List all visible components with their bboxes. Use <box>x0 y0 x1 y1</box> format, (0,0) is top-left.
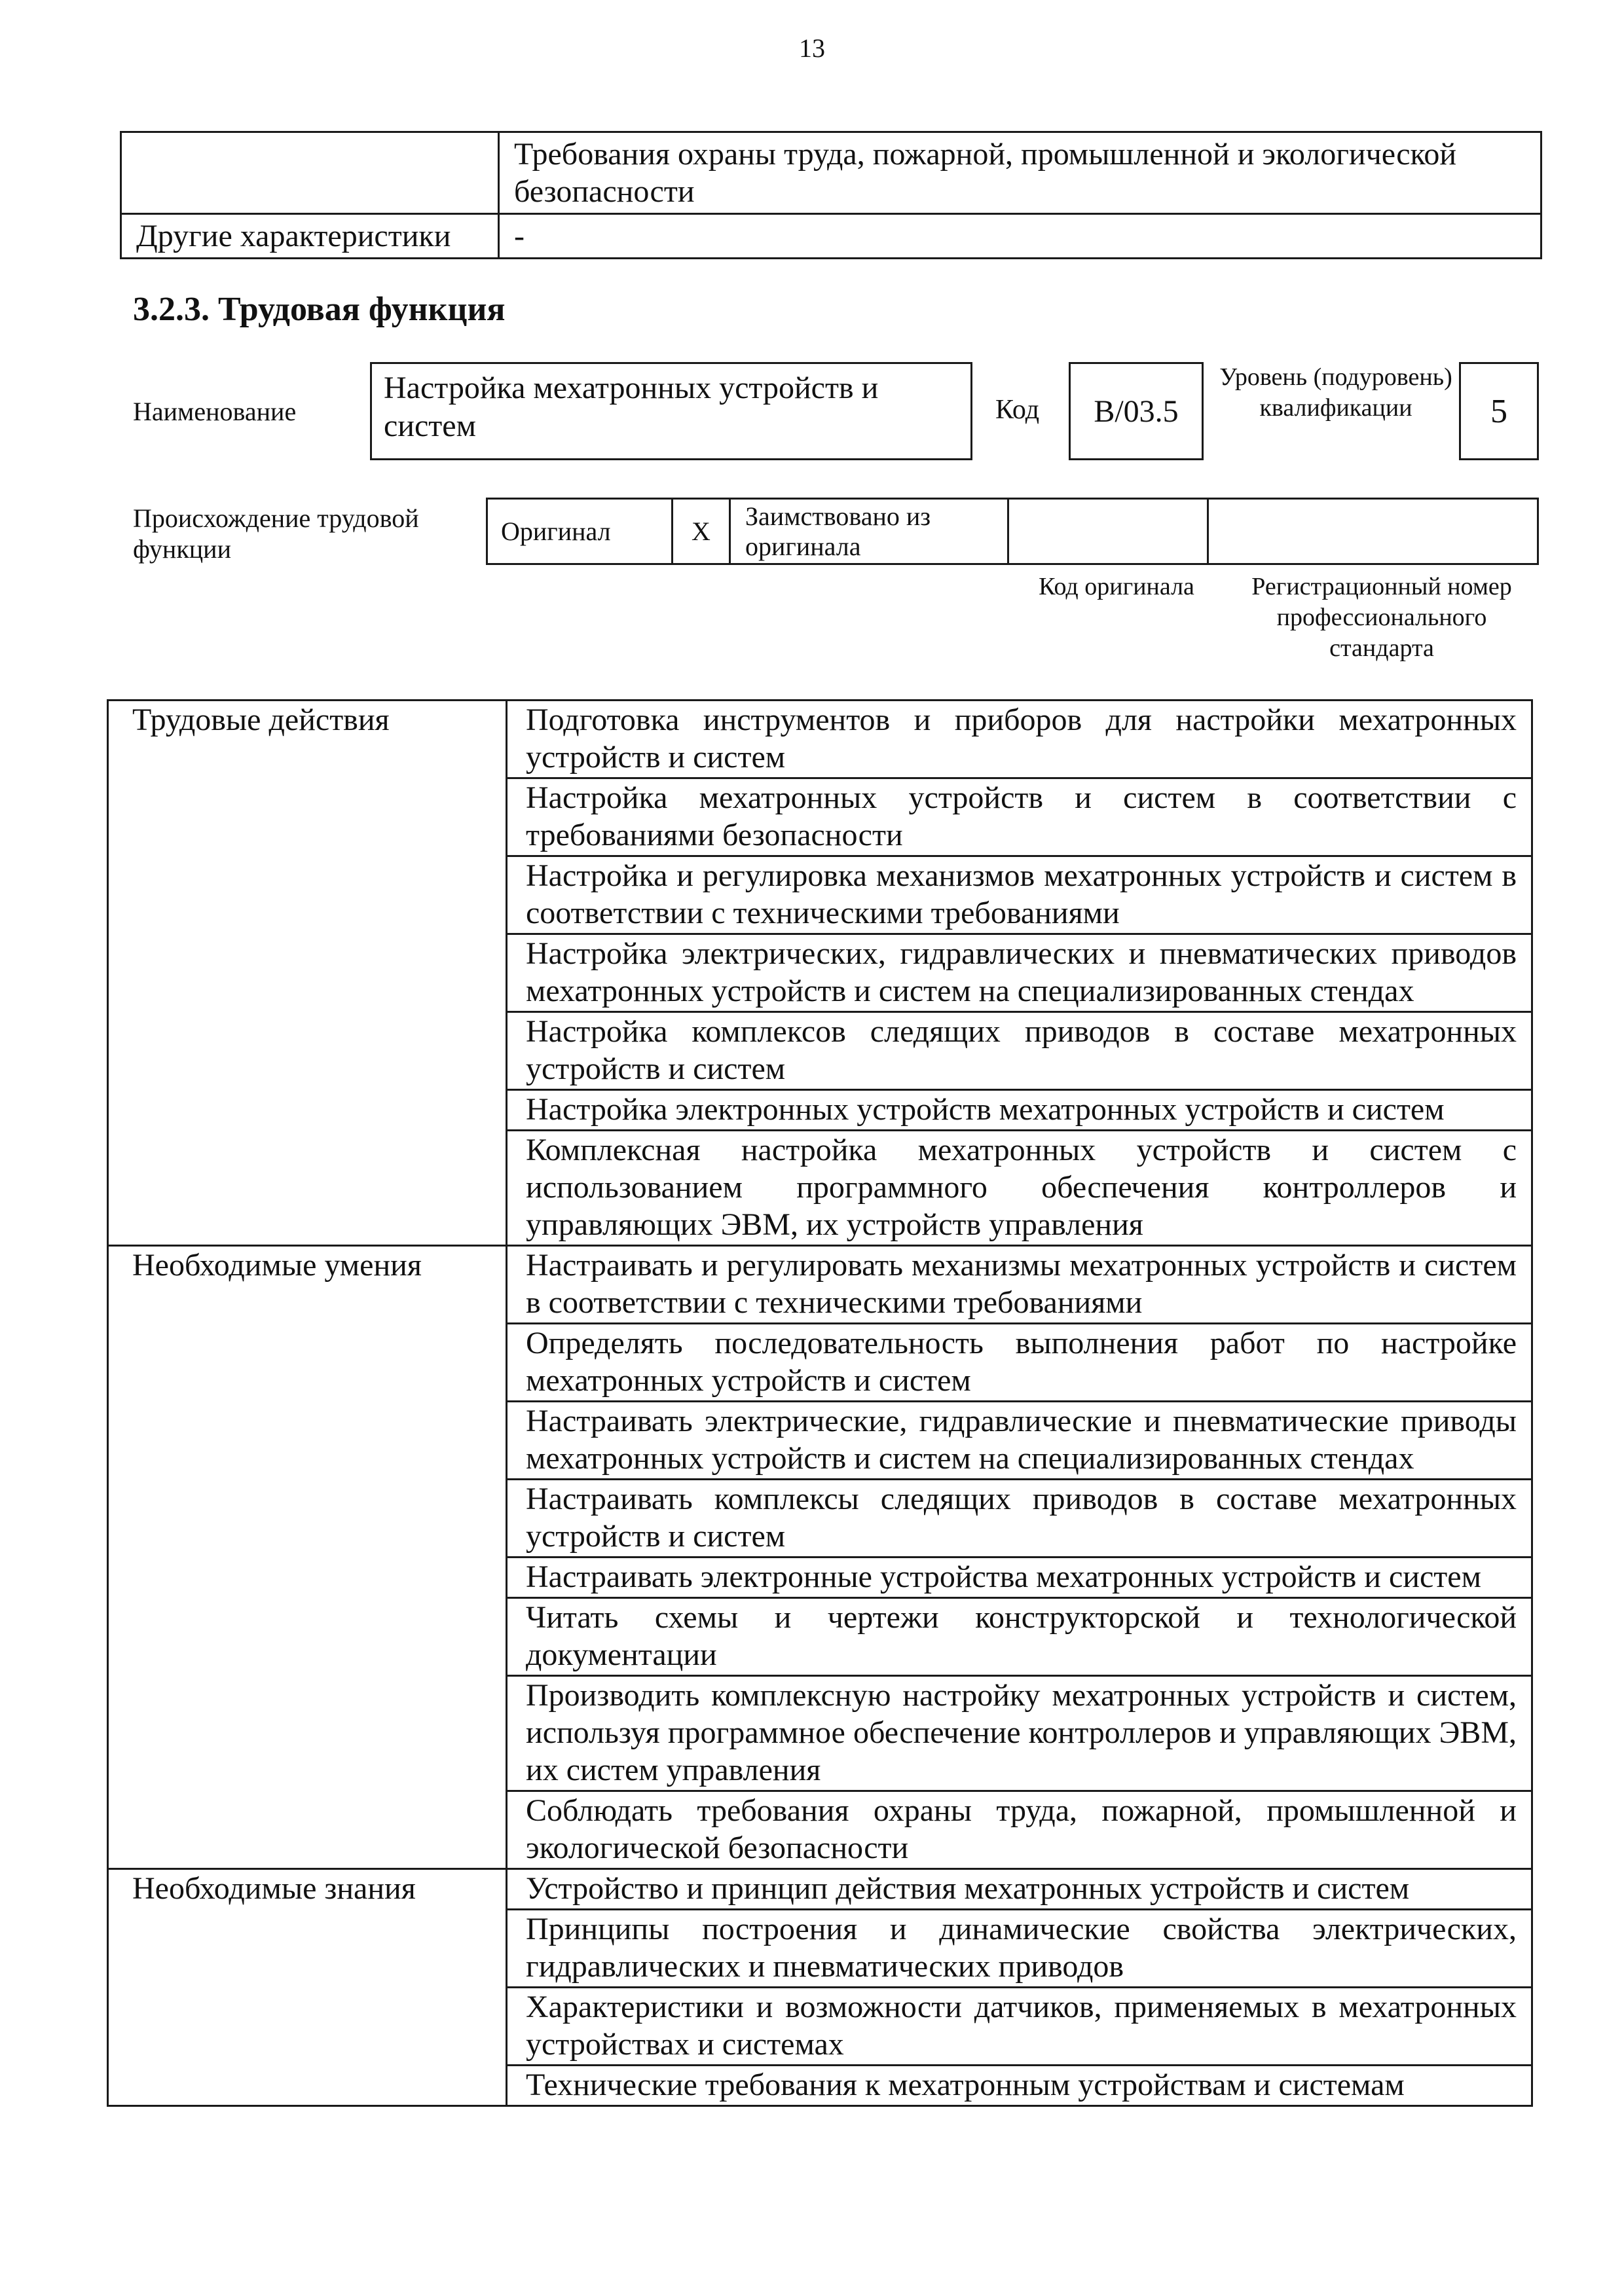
table-row <box>108 1246 1532 1324</box>
other-characteristics-value: - <box>499 214 1541 259</box>
labor-actions-item: Настройка комплексов следящих приводов в составе мехатронных устройств и систем <box>507 1012 1532 1090</box>
labor-actions-item: Комплексная настройка мехатронных устройств и систем с использованием программного обеспечения контроллеров и управляющих ЭВМ, их устройств управления <box>507 1131 1532 1246</box>
required-skills-item: Читать схемы и чертежи конструкторской и технологической документации <box>507 1598 1532 1676</box>
origin-table <box>486 498 1539 565</box>
required-knowledge-item: Технические требования к мехатронным устройствам и системам <box>507 2066 1532 2106</box>
reg-number-caption: Регистрационный номер профессионального стандарта <box>1251 573 1512 662</box>
code-box: B/03.5 <box>1069 362 1204 460</box>
level-label: Уровень (подуровень) квалификации <box>1219 363 1452 422</box>
name-label: Наименование <box>133 397 297 426</box>
other-characteristics-label: Другие характеристики <box>121 214 499 259</box>
required-knowledge-item: Устройство и принцип действия мехатронных устройств и систем <box>507 1869 1532 1910</box>
table-row <box>487 499 1538 564</box>
code-label: Код <box>995 395 1040 425</box>
reg-number-cell <box>1208 499 1538 564</box>
labor-actions-item: Настройка и регулировка механизмов мехатронных устройств и систем в соответствии с техническими требованиями <box>507 856 1532 934</box>
level-box: 5 <box>1459 362 1539 460</box>
page-number: 13 <box>799 33 825 63</box>
labor-actions-item: Настройка мехатронных устройств и систем в соответствии с требованиями безопасности <box>507 778 1532 856</box>
required-knowledge-label: Необходимые знания <box>108 1869 507 2106</box>
code-original-caption: Код оригинала <box>1039 573 1194 600</box>
table-row <box>121 214 1541 259</box>
required-skills-item: Настраивать комплексы следящих приводов в составе мехатронных устройств и систем <box>507 1480 1532 1558</box>
required-skills-item: Производить комплексную настройку мехатронных устройств и систем, используя программное обеспечение контроллеров и управляющих ЭВМ, их систем управления <box>507 1676 1532 1791</box>
labor-actions-item: Настройка электронных устройств мехатронных устройств и систем <box>507 1090 1532 1131</box>
required-knowledge-item: Характеристики и возможности датчиков, применяемых в мехатронных устройствах и системах <box>507 1988 1532 2066</box>
table-row <box>121 132 1541 214</box>
section-title: 3.2.3. Трудовая функция <box>133 291 506 328</box>
labor-actions-item: Подготовка инструментов и приборов для настройки мехатронных устройств и систем <box>507 701 1532 778</box>
requirements-cell: Требования охраны труда, пожарной, промышленной и экологической безопасности <box>499 132 1541 214</box>
required-skills-item: Настраивать электрические, гидравлические и пневматические приводы мехатронных устройств и систем на специализированных стендах <box>507 1402 1532 1480</box>
required-skills-item: Настраивать и регулировать механизмы мехатронных устройств и систем в соответствии с техническими требованиями <box>507 1246 1532 1324</box>
origin-label: Происхождение трудовой функции <box>133 503 419 564</box>
labor-function-table <box>107 699 1533 2107</box>
borrowed-cell: Заимствовано из оригинала <box>730 499 1008 564</box>
labor-actions-label: Трудовые действия <box>108 701 507 1246</box>
function-name-box: Настройка мехатронных устройств и систем <box>370 362 972 460</box>
required-skills-label: Необходимые умения <box>108 1246 507 1869</box>
characteristics-table <box>120 131 1542 259</box>
required-skills-item: Настраивать электронные устройства мехатронных устройств и систем <box>507 1558 1532 1598</box>
labor-actions-item: Настройка электрических, гидравлических и пневматических приводов мехатронных устройств и систем на специализированных стендах <box>507 934 1532 1012</box>
table-row <box>108 1869 1532 1910</box>
original-cell: Оригинал <box>487 499 673 564</box>
original-code-cell <box>1008 499 1208 564</box>
empty-label-cell <box>121 132 499 214</box>
required-knowledge-item: Принципы построения и динамические свойства электрических, гидравлических и пневматических приводов <box>507 1910 1532 1988</box>
original-mark: X <box>673 499 730 564</box>
required-skills-item: Соблюдать требования охраны труда, пожарной, промышленной и экологической безопасности <box>507 1791 1532 1869</box>
table-row <box>108 701 1532 778</box>
required-skills-item: Определять последовательность выполнения работ по настройке мехатронных устройств и систем <box>507 1324 1532 1402</box>
